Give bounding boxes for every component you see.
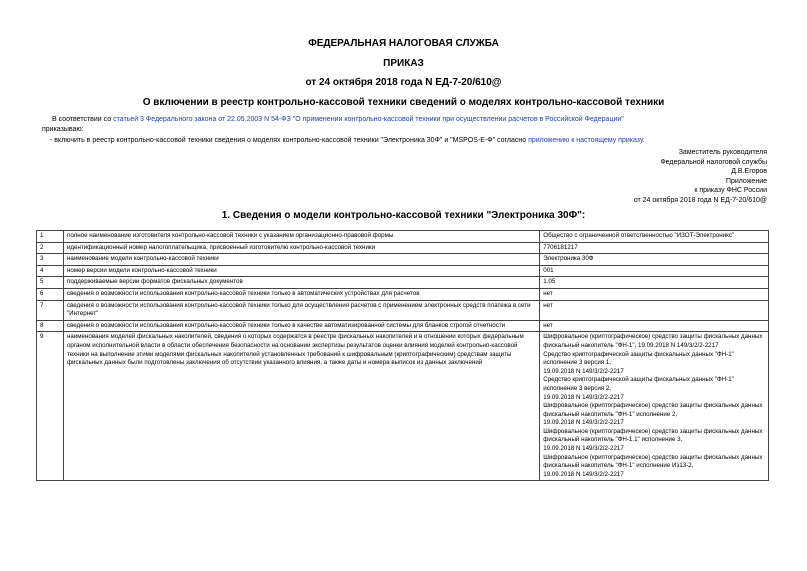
row-number: 5 [37, 277, 64, 289]
appendix-link[interactable]: приложению к настоящему приказу [528, 137, 643, 144]
order-word: приказываю: [42, 126, 84, 133]
row-value: Шифровальное (криптографическое) средство защиты фискальных данных фискальный накопитель "ФН-1", 19.09.2018 N 149/3/2/2-2217 Средство криптографической защиты фискальных данных "ФН-1" исполнение 3 версия 1, 19.09.2018 N 149/3/2/2-2217 Средство криптографической защиты фискальных данных "ФН-1" исполнение 3 версия 2, 19.09.2018 N 149/3/2/2-2217 Шифровальное (криптографическое) средство защиты фискальных данных фискальный накопитель "ФН-1" исполнение 2, 19.09.2018 N 149/3/2/2-2217 Шифровальное (криптографическое) средство защиты фискальных данных фискальный накопитель "ФН-1.1" исполнение 3, 19.09.2018 N 149/3/2/2-2217 Шифровальное (криптографическое) средство защиты фискальных данных фискальный накопитель "ФН-1" исполнение Из13-2, 19.09.2018 N 149/3/2/2-2217 [540, 332, 769, 481]
table-row [37, 254, 769, 266]
bullet-suffix: . [642, 137, 645, 144]
document-type: ПРИКАЗ [383, 58, 424, 69]
table-row [37, 231, 769, 243]
table-row [37, 265, 769, 277]
document-date: от 24 октября 2018 года N ЕД-7-20/610@ [305, 77, 502, 88]
table-row [37, 277, 769, 289]
row-value: Общество с ограниченной ответственностью "ИЗОТ-Электроникс" [540, 231, 769, 243]
row-number: 8 [37, 320, 64, 332]
bullet-prefix: - включить в реестр контрольно-кассовой техники сведения о моделях контрольно-кассовой техники "Электроника 30Ф" и "MSPOS-E-Ф" согласно [50, 137, 529, 144]
row-description: сведения о возможности использования контрольно-кассовой техники только для осуществления расчетов с применением электронных средств платежа в сети "Интернет" [63, 300, 539, 320]
signer-agency: Федеральной налоговой службы [660, 158, 767, 166]
row-description: сведения о возможности использования контрольно-кассовой техники только в автоматических устройствах для расчетов [63, 288, 539, 300]
signature-block [634, 148, 767, 206]
row-description: номер версии модели контрольно-кассовой техники [63, 265, 539, 277]
row-value: Электроника 30Ф [540, 254, 769, 266]
table-row [37, 288, 769, 300]
row-description: сведения о возможности использования контрольно-кассовой техники только в качестве автоматизированной системы для бланков строгой отчетности [63, 320, 539, 332]
row-value: нет [540, 300, 769, 320]
signer-name: Д.В.Егоров [731, 168, 767, 176]
appendix-order-date: от 24 октября 2018 года N ЕД-7-20/610@ [633, 196, 767, 204]
appendix-order-ref: к приказу ФНС России [694, 187, 767, 195]
model-info-table [36, 230, 769, 481]
row-value: нет [540, 320, 769, 332]
row-value: нет [540, 288, 769, 300]
row-number: 4 [37, 265, 64, 277]
preamble [42, 115, 772, 124]
law-link[interactable]: статьей 3 Федерального закона от 22.05.2003 N 54-ФЗ "О применении контрольно-кассовой техники при осуществлении расчетов в Российской Федерации" [113, 116, 624, 123]
appendix-label: Приложение [725, 177, 767, 185]
order-bullet [50, 136, 770, 145]
row-description: наименования моделей фискальных накопителей, сведения о которых содержатся в реестре фискальных накопителей и в отношении которых федеральным органом исполнительной власти в области обеспечения безопасности на основании экспертизы результатов оценки влияния моделей контрольно-кассовой техники на выполнение этими моделями фискальных накопителей установленных требований к шифровальным (криптографическим) средствам защиты фискальных данных были подготовлены заключения об отсутствии указанного влияния, а также даты и номера выписок из данных заключений [63, 332, 539, 481]
row-value: 1.05 [540, 277, 769, 289]
document-title: О включении в реестр контрольно-кассовой техники сведений о моделях контрольно-кассовой техники [142, 97, 665, 108]
row-number: 7 [37, 300, 64, 320]
row-number: 1 [37, 231, 64, 243]
row-description: полное наименование изготовителя контрольно-кассовой техники с указанием организационно-правовой формы [63, 231, 539, 243]
table-row [37, 320, 769, 332]
row-number: 6 [37, 288, 64, 300]
signer-position: Заместитель руководителя [678, 149, 767, 156]
row-description: поддерживаемые версии форматов фискальных документов [63, 277, 539, 289]
agency-name: ФЕДЕРАЛЬНАЯ НАЛОГОВАЯ СЛУЖБА [308, 38, 499, 49]
preamble-prefix: В соответствии со [52, 116, 114, 123]
table-row [37, 242, 769, 254]
row-value: 001 [540, 265, 769, 277]
row-number: 3 [37, 254, 64, 266]
table-row [37, 300, 769, 320]
row-description: наименование модели контрольно-кассовой техники [63, 254, 539, 266]
row-number: 2 [37, 242, 64, 254]
row-number: 9 [37, 332, 64, 481]
table-row [37, 332, 769, 481]
row-description: идентификационный номер налогоплательщика, присвоенный изготовителю контрольно-кассовой техники [63, 242, 539, 254]
row-value: 7706181217 [540, 242, 769, 254]
section-title: 1. Сведения о модели контрольно-кассовой техники "Электроника 30Ф": [221, 210, 586, 221]
